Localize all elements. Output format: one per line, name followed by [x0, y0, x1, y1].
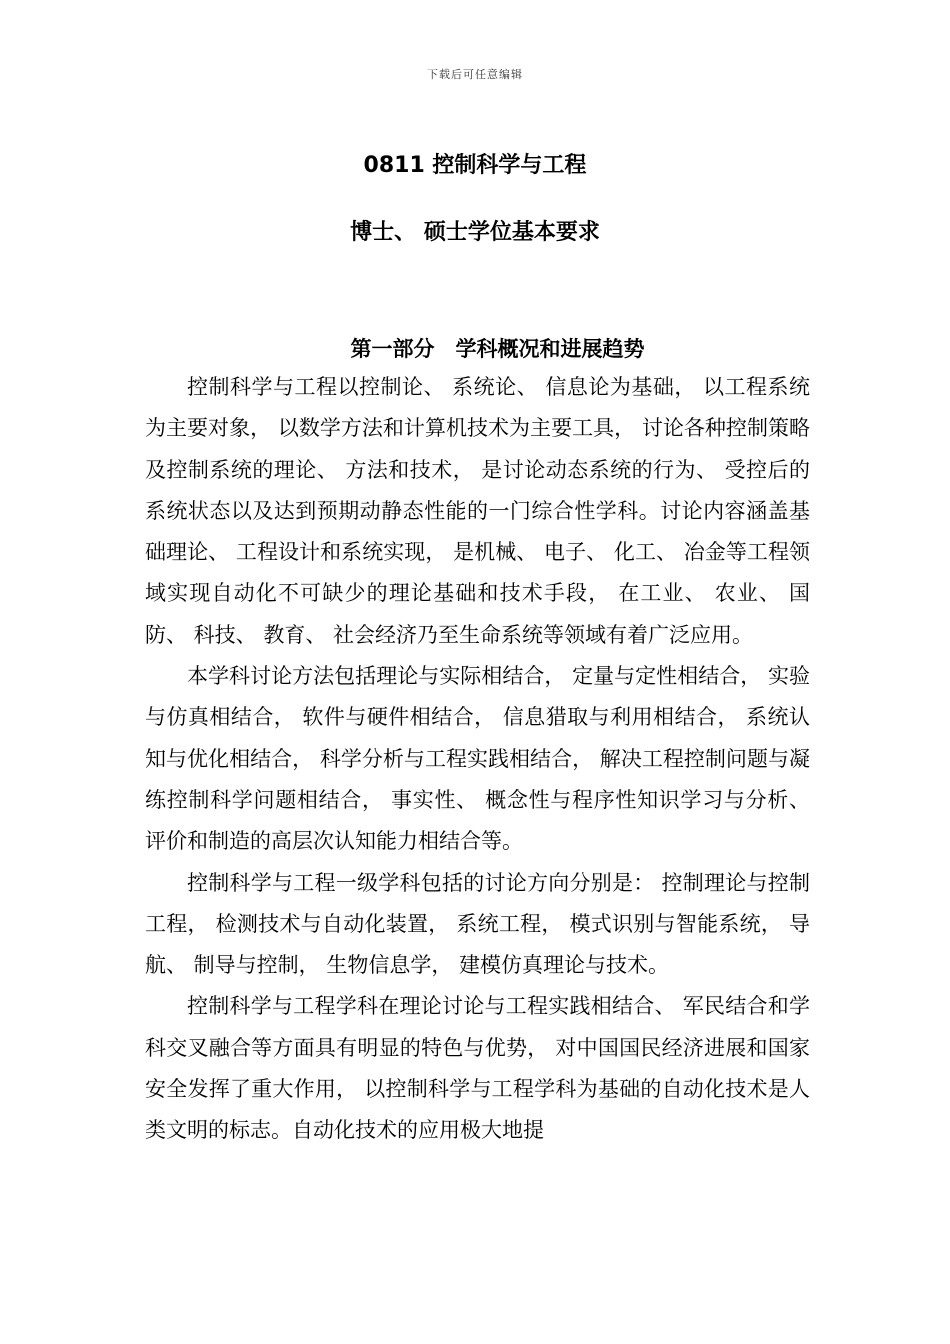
- paragraph: 控制科学与工程以控制论、 系统论、 信息论为基础， 以工程系统为主要对象， 以数学方法和计算机技术为主要工具， 讨论各种控制策略及控制系统的理论、 方法和技术， 是讨论动态系统的行为、 受控后的系统状态以及达到预期动静态性能的一门综合性学科。讨论内容涵盖基础理论、 工程设计和系统实现， 是机械、 电子、 化工、 冶金等工程领域实现自动化不可缺少的理论基础和技术手段， 在工业、 农业、 国防、 科技、 教育、 社会经济乃至生命系统等领域有着广泛应用。: [145, 375, 810, 647]
- document-subtitle: 博士、 硕士学位基本要求: [350, 220, 600, 245]
- document-title: 0811 控制科学与工程: [363, 153, 587, 178]
- paragraph: 控制科学与工程一级学科包括的讨论方向分别是： 控制理论与控制工程， 检测技术与自动化装置， 系统工程， 模式识别与智能系统， 导航、 制导与控制， 生物信息学， 建模仿真理论与技术。: [145, 870, 810, 978]
- section-heading: 第一部分 学科概况和进展趋势: [350, 337, 645, 361]
- paragraph: 本学科讨论方法包括理论与实际相结合， 定量与定性相结合， 实验与仿真相结合， 软件与硬件相结合， 信息猎取与利用相结合， 系统认知与优化相结合， 科学分析与工程实践相结合， 解决工程控制问题与凝练控制科学问题相结合， 事实性、 概念性与程序性知识学习与分析、 评价和制造的高层次认知能力相结合等。: [145, 664, 810, 854]
- header-note: 下载后可任意编辑: [427, 68, 523, 81]
- paragraph: 控制科学与工程学科在理论讨论与工程实践相结合、 军民结合和学科交叉融合等方面具有明显的特色与优势， 对中国国民经济进展和国家安全发挥了重大作用， 以控制科学与工程学科为基础的自动化技术是人类文明的标志。自动化技术的应用极大地提: [145, 994, 810, 1143]
- section-body: [145, 367, 810, 1152]
